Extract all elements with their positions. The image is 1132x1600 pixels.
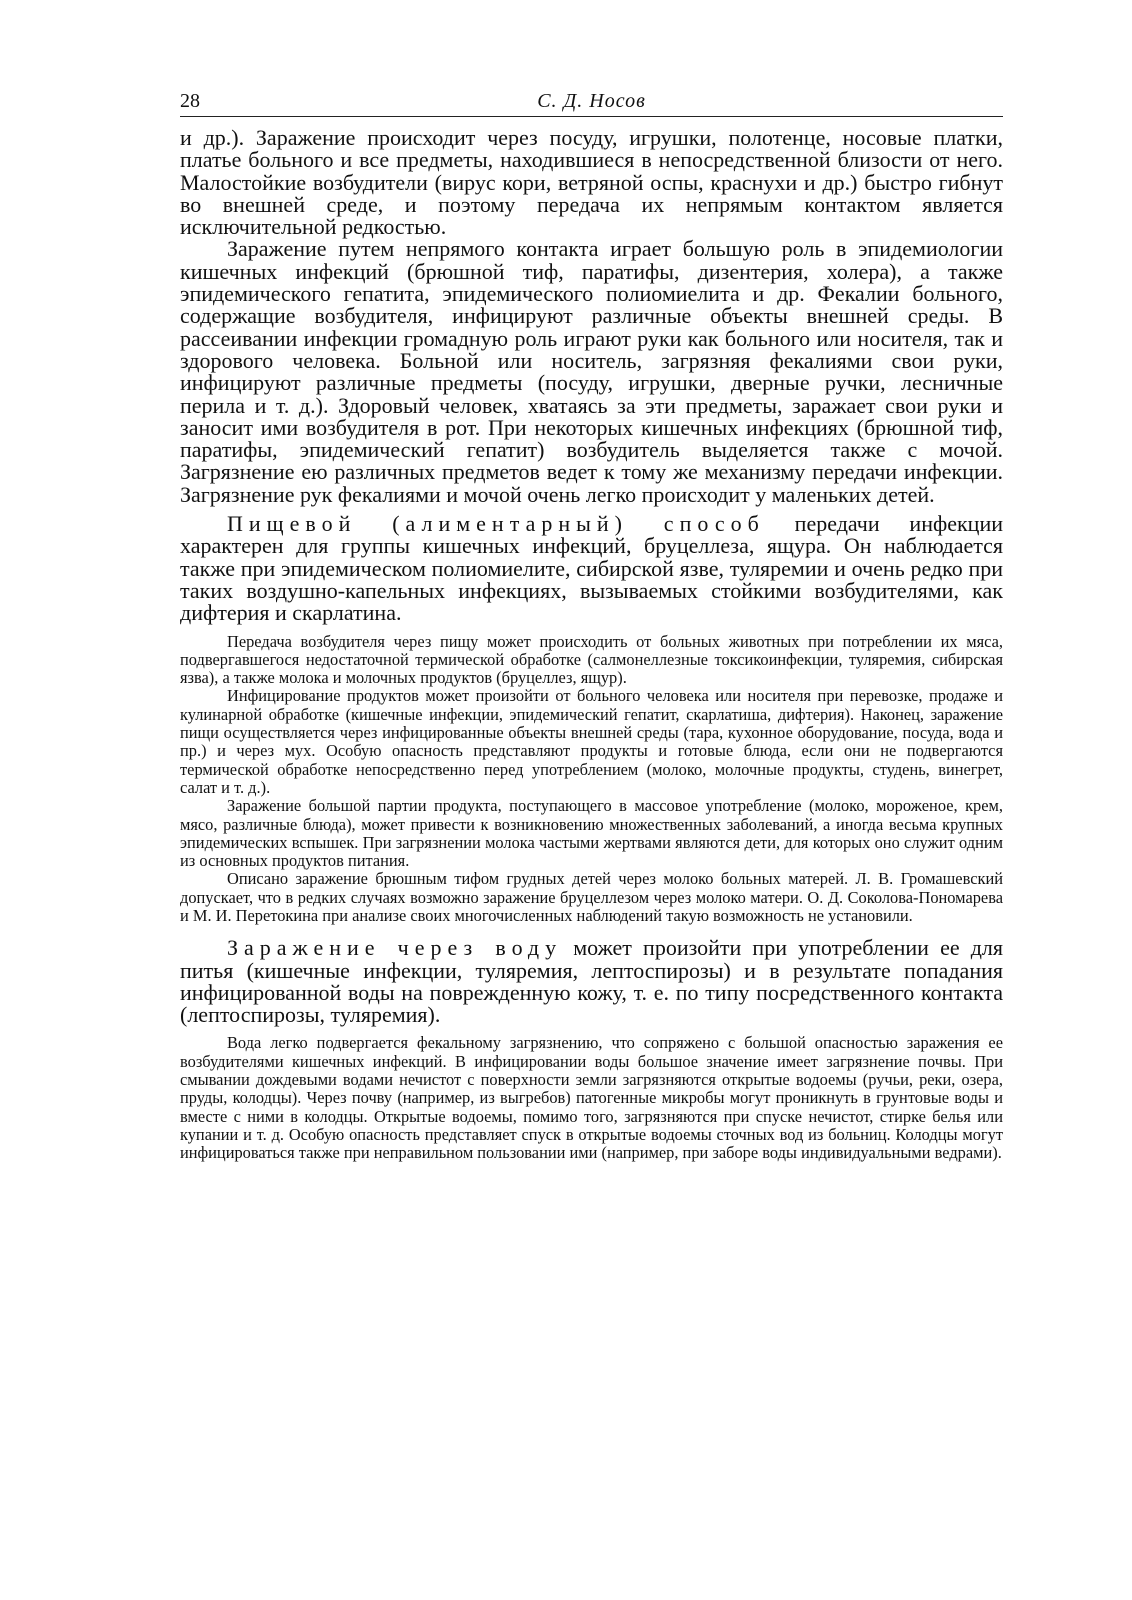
spaced-term-water: Заражение через воду: [227, 935, 563, 961]
note-product-infection: Инфицирование продуктов может произойти от больного человека или носителя при перевозке, продаже и кулинарной обработке (кишечные инфекции, эпидемический гепатит, скарлатиша, дифтерия). Наконец, заражение пищи осуществляется через инфицированные объекты внешней среды (тара, кухонное оборудование, посуда, вода и пр.) и через мух. Особую опасность представляют продукты и готовые блюда, если они не подвергаются термической обработке непосредственно перед употреблением (молоко, молочные продукты, студень, винегрет, салат и т. д.).: [180, 686, 1003, 797]
note-food-transmission: Передача возбудителя через пищу может происходить от больных животных при потреблении их мяса, подвергавшегося недостаточной термической обработке (салмонеллезные токсикоинфекции, туляремия, сибирская язва), а также молока и молочных продуктов (бруцеллез, ящур).: [180, 631, 1003, 688]
note-mass-contamination: Заражение большой партии продукта, поступающего в массовое употребление (молоко, мороженое, крем, мясо, различные блюда), может привести к возникновению множественных заболеваний, а иногда весьма крупных эпидемических вспышек. При загрязнении молока частыми жертвами являются дети, для которых оно служит одним из основных продуктов питания.: [180, 796, 1003, 871]
paragraph-water-text: может произойти при употреблении ее для питья (кишечные инфекции, туляремия, лептоспирозы) и в результате попадания инфицированной воды на поврежденную кожу, т. е. по типу посредственного контакта (лептоспирозы, туляремия).: [180, 935, 1004, 1028]
page-body: [180, 127, 1003, 1163]
page-header: [180, 84, 1003, 117]
paragraph-alimentary-route: [180, 513, 1003, 624]
paragraph-continuation: и др.). Заражение происходит через посуду, игрушки, полотенце, носовые платки, платье больного и все предметы, находившиеся в непосредственной близости от него. Малостойкие возбудители (вирус кори, ветряной оспы, краснухи и др.) быстро гибнут во внешней среде, и поэтому передача их непрямым контактом является исключительной редкостью.: [180, 125, 1003, 240]
book-page: [180, 84, 1003, 1163]
paragraph-water-route: [180, 937, 1003, 1026]
paragraph-indirect-contact: Заражение путем непрямого контакта играет большую роль в эпидемиологии кишечных инфекций (брюшной тиф, паратифы, дизентерия, холера), а также эпидемического гепатита, эпидемического полиомиелита и др. Фекалии больного, содержащие возбудителя, инфицируют различные объекты внешней среды. В рассеивании инфекции громадную роль играют руки как больного или носителя, так и здорового человека. Больной или носитель, загрязняя фекалиями свои руки, инфицируют различные предметы (посуду, игрушки, дверные ручки, лесничные перила и т. д.). Здоровый человек, хватаясь за эти предметы, заражает свои руки и заносит ими возбудителя в рот. При некоторых кишечных инфекциях (брюшной тиф, паратифы, эпидемический гепатит) возбудитель выделяется также с мочой. Загрязнение ею различных предметов ведет к тому же механизму передачи инфекции. Загрязнение рук фекалиями и мочой очень легко происходит у маленьких детей.: [180, 236, 1003, 507]
page-number: 28: [180, 90, 200, 112]
note-milk-infection: Описано заражение брюшным тифом грудных детей через молоко больных матерей. Л. В. Громашевский допускает, что в редких случаях возможно заражение бруцеллезом через молоко матери. О. Д. Соколова-Пономарева и М. И. Перетокина при анализе своих многочисленных наблюдений такую возможность не установили.: [180, 869, 1003, 925]
note-water-contamination: Вода легко подвергается фекальному загрязнению, что сопряжено с большой опасностью заражения ее возбудителями кишечных инфекций. В инфицировании воды большое значение имеет загрязнение почвы. При смывании дождевыми водами нечистот с поверхности земли загрязняются открытые водоемы (ручьи, реки, озера, пруды, колодцы). Через почву (например, из выгребов) патогенные микробы могут проникнуть в грунтовые воды и вместе с ними в колодцы. Открытые водоемы, помимо того, загрязняются при спуске нечистот, стирке белья или купании и т. д. Особую опасность представляет спуск в открытые водоемы сточных вод из больниц. Колодцы могут инфицироваться также при неправильном пользовании ими (например, при заборе воды индивидуальными ведрами).: [180, 1033, 1003, 1163]
running-head: С. Д. Носов: [537, 90, 646, 112]
paragraph-alimentary-text: передачи инфекции характерен для группы кишечных инфекций, бруцеллеза, ящура. Он наблюдается также при эпидемическом полиомиелите, сибирской язве, туляремии и очень редко при таких воздушно-капельных инфекциях, вызываемых стойкими возбудителями, как дифтерия и скарлатина.: [180, 511, 1003, 626]
spaced-term-alimentary: Пищевой (алиментарный) способ: [227, 511, 765, 537]
